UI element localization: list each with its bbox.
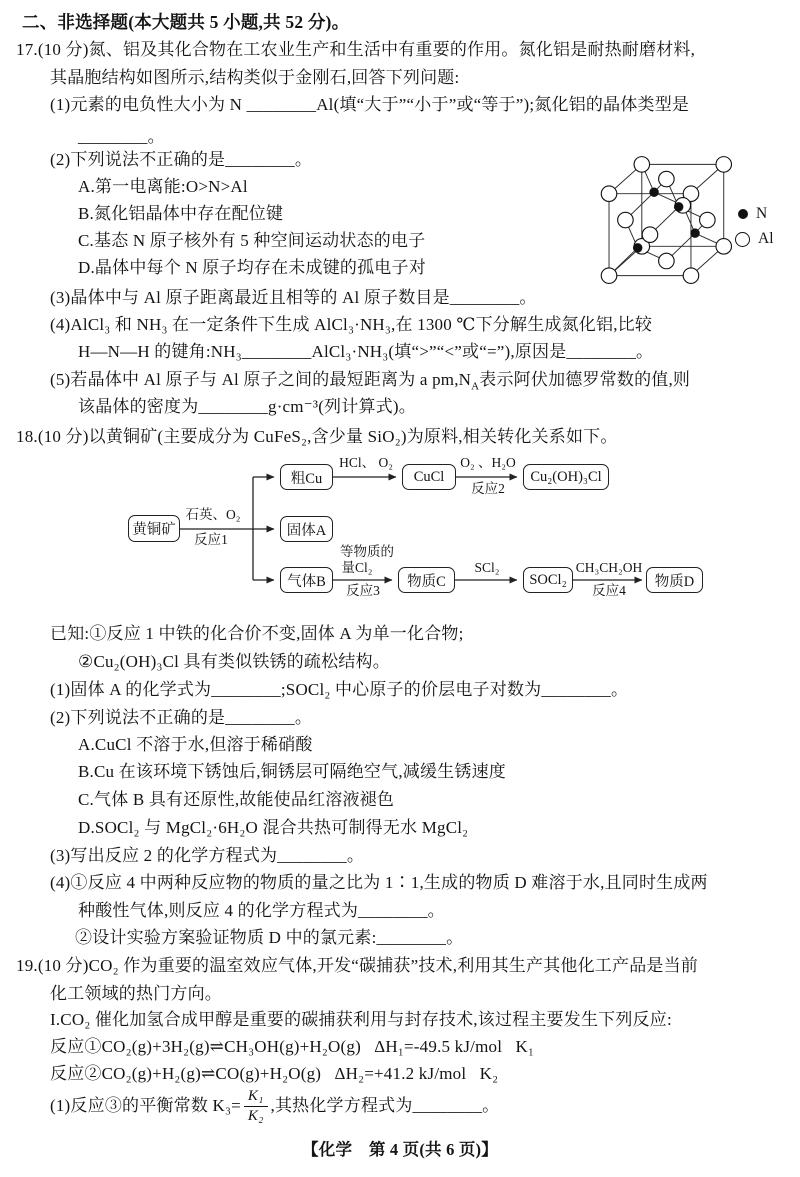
k1-over-k2-fraction <box>244 1088 268 1125</box>
q17-part4-line2: H—N—H 的键角:NH₃________AlCl₃·NH₃(填“>”“<”或“=”),原因是________。 <box>78 342 654 361</box>
q17-intro-line2: 其晶胞结构如图所示,结构类似于金刚石,回答下列问题: <box>50 68 460 87</box>
q17-part2: (2)下列说法不正确的是________。 <box>50 150 313 169</box>
section-header: 二、非选择题(本大题共 5 小题,共 52 分)。 <box>22 12 350 32</box>
flow-box-crude-cu: 粗Cu <box>280 464 333 490</box>
q19-part-i: I.CO₂ 催化加氢合成甲醇是重要的碳捕获利用与封存技术,该过程主要发生下列反应: <box>50 1010 672 1029</box>
flow-label-ethanol: CH₃CH₂OH <box>575 560 643 575</box>
flow-box-solid-a: 固体A <box>280 516 333 542</box>
flow-label-reaction3: 反应3 <box>346 583 380 598</box>
q17-option-d: D.晶体中每个 N 原子均存在未成键的孤电子对 <box>78 258 426 277</box>
q19-reaction1: 反应①CO₂(g)+3H₂(g)⇌CH₃OH(g)+H₂O(g) ΔH₁=-49.5 kJ/mol K₁ <box>50 1037 535 1056</box>
q18-option-c: C.气体 B 具有还原性,故能使品红溶液褪色 <box>78 790 395 809</box>
q18-intro: 18.(10 分)以黄铜矿(主要成分为 CuFeS₂,含少量 SiO₂)为原料,相关转化关系如下。 <box>16 427 618 446</box>
q17-option-c: C.基态 N 原子核外有 5 种空间运动状态的电子 <box>78 231 426 250</box>
q18-option-d: D.SOCl₂ 与 MgCl₂·6H₂O 混合共热可制得无水 MgCl₂ <box>78 818 469 837</box>
fraction-denominator: K₂ <box>247 1107 264 1124</box>
q17-part1-line1: (1)元素的电负性大小为 N ________Al(填“大于”“小于”或“等于”);氮化铝的晶体类型是 <box>50 95 690 114</box>
text-segment: 表示阿伏加德罗常数的值,则 <box>479 370 691 389</box>
flow-label-equimolar: 等物质的 <box>340 544 394 559</box>
open-circle-icon <box>735 232 750 247</box>
flow-box-substance-c: 物质C <box>398 567 455 593</box>
q19-reaction2: 反应②CO₂(g)+H₂(g)⇌CO(g)+H₂O(g) ΔH₂=+41.2 kJ/mol K₂ <box>50 1064 499 1083</box>
flow-label-reaction1: 反应1 <box>194 532 228 547</box>
avogadro-subscript: A <box>471 380 480 393</box>
flow-label-reaction4: 反应4 <box>592 583 626 598</box>
q18-known2: ②Cu₂(OH)₃Cl 具有类似铁锈的疏松结构。 <box>78 652 390 671</box>
flow-label-o2-h2o: O₂ 、H₂O <box>460 455 516 470</box>
q18-part4-line2: 种酸性气体,则反应 4 的化学方程式为________。 <box>78 901 445 920</box>
legend-item-al <box>735 230 774 248</box>
q17-option-a: A.第一电离能:O>N>Al <box>78 177 248 196</box>
flow-box-cucl: CuCl <box>402 464 456 490</box>
flow-label-cl2: 量Cl₂ <box>341 560 373 575</box>
flow-box-socl2: SOCl₂ <box>523 567 573 593</box>
q17-part3: (3)晶体中与 Al 原子距离最近且相等的 Al 原子数目是________。 <box>50 288 537 307</box>
flow-box-gas-b: 气体B <box>280 567 333 593</box>
q17-part5-line1 <box>50 370 691 393</box>
legend-label: N <box>756 205 768 222</box>
flow-label-hcl-o2: HCl、 O₂ <box>339 455 393 470</box>
text-segment: ,其热化学方程式为________。 <box>270 1096 500 1115</box>
q17-part5-line2: 该晶体的密度为________g·cm⁻³(列计算式)。 <box>78 397 416 416</box>
flow-box-source: 黄铜矿 <box>128 515 180 542</box>
q19-part1-line <box>50 1083 499 1129</box>
crystal-cell-drawing <box>590 148 735 286</box>
q19-intro-line2: 化工领域的热门方向。 <box>50 984 222 1003</box>
q18-option-a: A.CuCl 不溶于水,但溶于稀硝酸 <box>78 735 313 754</box>
q18-part1: (1)固体 A 的化学式为________;SOCl₂ 中心原子的价层电子对数为________。 <box>50 680 629 699</box>
page-footer: 【化学 第 4 页(共 6 页)】 <box>302 1140 498 1159</box>
q18-part4-line3: ②设计实验方案验证物质 D 中的氯元素:________。 <box>75 928 464 947</box>
flow-label-reaction2: 反应2 <box>471 481 505 496</box>
flow-box-cu2oh3cl: Cu₂(OH)₃Cl <box>523 464 609 490</box>
fraction-numerator: K₁ <box>244 1088 268 1107</box>
flow-box-substance-d: 物质D <box>646 567 703 593</box>
q17-part1-blank: ________。 <box>78 127 165 146</box>
q18-known1: 已知:①反应 1 中铁的化合价不变,固体 A 为单一化合物; <box>50 624 464 643</box>
q19-intro-line1: 19.(10 分)CO₂ 作为重要的温室效应气体,开发“碳捕获”技术,利用其生产其他化工产品是当前 <box>16 956 699 975</box>
q17-intro-line1: 17.(10 分)氮、铝及其化合物在工农业生产和生活中有重要的作用。氮化铝是耐热耐磨材料, <box>16 40 696 59</box>
legend-label: Al <box>758 230 774 247</box>
text-segment: (5)若晶体中 Al 原子与 Al 原子之间的最短距离为 a pm,N <box>50 370 472 389</box>
q17-option-b: B.氮化铝晶体中存在配位键 <box>78 204 284 223</box>
filled-circle-icon <box>738 209 748 219</box>
legend-item-n <box>738 205 767 223</box>
q18-option-b: B.Cu 在该环境下锈蚀后,铜锈层可隔绝空气,减缓生锈速度 <box>78 762 506 781</box>
q18-part3: (3)写出反应 2 的化学方程式为________。 <box>50 846 365 865</box>
q18-part4-line1: (4)①反应 4 中两种反应物的物质的量之比为 1∶1,生成的物质 D 难溶于水,且同时生成两 <box>50 873 708 892</box>
q18-part2: (2)下列说法不正确的是________。 <box>50 708 313 727</box>
q17-part4-line1: (4)AlCl₃ 和 NH₃ 在一定条件下生成 AlCl₃·NH₃,在 1300 ℃下分解生成氮化铝,比较 <box>50 315 653 334</box>
flow-label-reagent1: 石英、O₂ <box>185 507 241 522</box>
flow-label-scl2: SCl₂ <box>474 560 500 575</box>
text-segment: (1)反应③的平衡常数 K₃= <box>50 1096 241 1115</box>
aln-crystal-diagram <box>590 148 800 313</box>
q18-flowchart <box>95 450 755 608</box>
